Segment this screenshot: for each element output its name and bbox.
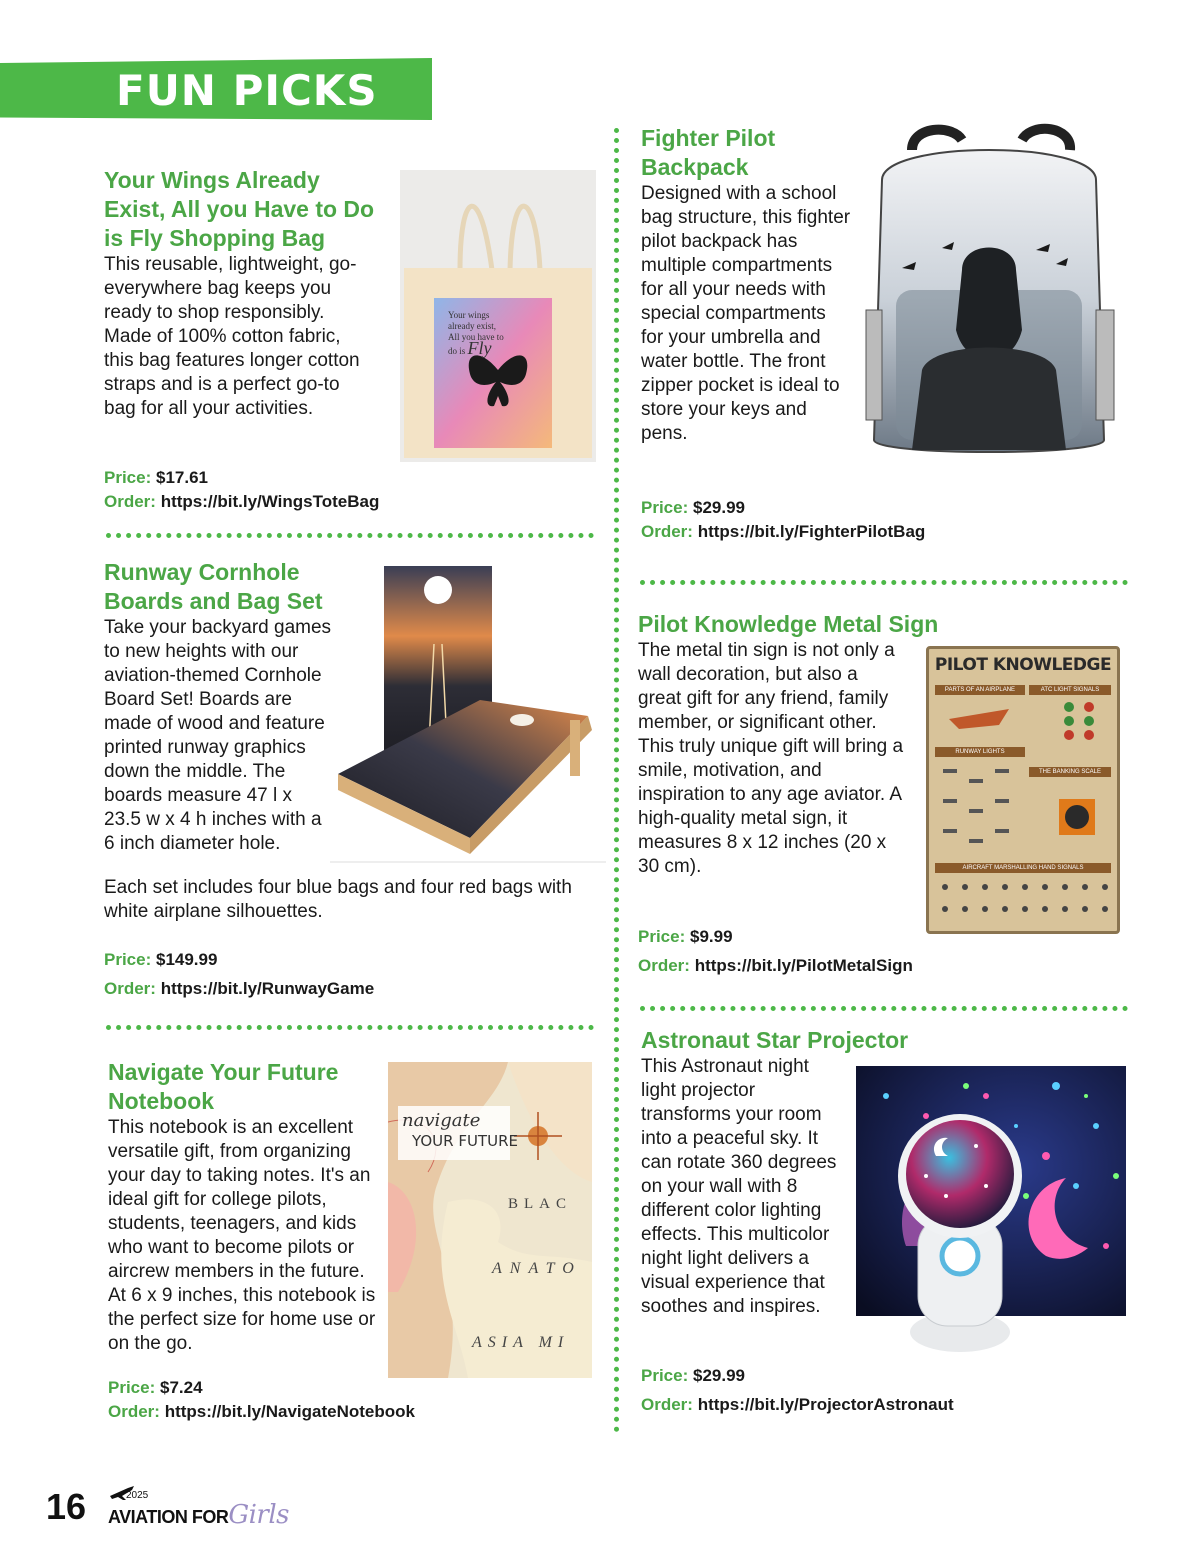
tote-text: Fly [467, 338, 492, 358]
product-notebook [108, 1058, 380, 1356]
metal-sign-image [926, 646, 1120, 934]
product-description: This reusable, lightweight, go-everywhere bag keeps you ready to shop responsibly. Made of 100% cotton fabric, this bag features longer cotton straps and is a perfect go-to bag for all your activities. [104, 254, 360, 419]
separator [106, 1025, 594, 1030]
price-line: Price: $9.99 [638, 927, 733, 946]
sign-section: ATC LIGHT SIGNALS [1029, 685, 1111, 695]
product-cornhole [104, 558, 344, 856]
order-line: Order: https://bit.ly/NavigateNotebook [108, 1402, 415, 1421]
price: $149.99 [155, 950, 218, 969]
order-link[interactable]: https://bit.ly/PilotMetalSign [694, 956, 913, 975]
product-description: Take your backyard games to new heights with our aviation-themed Cornhole Board Set! Boards are made of wood and feature printed runway graphics down the middle. The boards measure 47 l x 23.5 w x 4 h inches with a 6 inch diameter hole. [104, 617, 332, 854]
tote-text: do is [448, 346, 466, 356]
separator [640, 1006, 1128, 1011]
price: $29.99 [692, 498, 745, 517]
section-title: FUN PICKS [116, 66, 378, 115]
product-title: Fighter Pilot Backpack [641, 125, 776, 180]
product-title: Runway Cornhole Boards and Bag Set [104, 559, 323, 614]
product-description-extra: Each set includes four blue bags and four red bags with white airplane silhouettes. [104, 877, 572, 922]
product-title: Pilot Knowledge Metal Sign [638, 611, 939, 637]
logo-script: Girls [228, 1500, 289, 1530]
tote-text: Your wings [448, 310, 490, 320]
page-number: 16 [46, 1486, 87, 1527]
tote-text: All you have to [448, 332, 504, 342]
price-line: Price: $7.24 [108, 1378, 203, 1397]
tote-text: already exist, [448, 321, 496, 331]
magazine-year: 2025 [126, 1490, 149, 1501]
map-label: ASIA MI [472, 1334, 570, 1351]
product-tote-bag [104, 166, 376, 421]
price-line: Price: $29.99 [641, 498, 745, 517]
product-backpack [641, 124, 861, 446]
order-line: Order: https://bit.ly/PilotMetalSign [638, 956, 913, 975]
order-line: Order: https://bit.ly/FighterPilotBag [641, 522, 926, 541]
order-line: Order: https://bit.ly/ProjectorAstronaut [641, 1395, 954, 1414]
map-label: BLAC [508, 1196, 573, 1212]
column-divider [614, 128, 619, 1433]
cornhole-image [330, 564, 606, 864]
price: $17.61 [155, 468, 208, 487]
sign-section: RUNWAY LIGHTS [935, 747, 1025, 757]
order-link[interactable]: https://bit.ly/WingsToteBag [160, 492, 380, 511]
order-link[interactable]: https://bit.ly/NavigateNotebook [164, 1402, 415, 1421]
price: $29.99 [692, 1366, 745, 1385]
order-link[interactable]: https://bit.ly/ProjectorAstronaut [697, 1395, 954, 1414]
order-line: Order: https://bit.ly/RunwayGame [104, 979, 375, 998]
order-line: Order: https://bit.ly/WingsToteBag [104, 492, 380, 511]
notebook-image [388, 1062, 592, 1378]
separator [106, 533, 594, 538]
price: $7.24 [159, 1378, 203, 1397]
order-link[interactable]: https://bit.ly/RunwayGame [160, 979, 375, 998]
price-line: Price: $17.61 [104, 468, 208, 487]
product-title: Astronaut Star Projector [641, 1027, 909, 1053]
separator [640, 580, 1128, 585]
sign-section: AIRCRAFT MARSHALLING HAND SIGNALS [935, 863, 1111, 873]
notebook-text: YOUR FUTURE [412, 1132, 518, 1150]
sign-section: THE BANKING SCALE [1029, 767, 1111, 777]
product-title: Navigate Your Future Notebook [108, 1059, 339, 1114]
tote-bag-image [400, 170, 596, 462]
magazine-logo [108, 1500, 289, 1530]
price: $9.99 [689, 927, 733, 946]
price-line: Price: $149.99 [104, 950, 218, 969]
map-label: ANATO [492, 1260, 582, 1277]
product-metal-sign [638, 610, 958, 879]
sign-heading: PILOT KNOWLEDGE [934, 655, 1112, 675]
star-projector-image [856, 1066, 1126, 1366]
product-description: Designed with a school bag structure, this fighter pilot backpack has multiple compartments for all your needs with special compartments for your umbrella and water bottle. The front zipper pocket is ideal to store your keys and pens. [641, 183, 851, 444]
logo-text: AVIATION FOR [108, 1507, 229, 1527]
product-description: This Astronaut night light projector transforms your room into a peaceful sky. It can rotate 360 degrees on your wall with 8 different color lighting effects. This multicolor night light delivers a visual experience that soothes and inspires. [641, 1056, 837, 1317]
product-description: This notebook is an excellent versatile gift, from organizing your day to taking notes. It's an ideal gift for college pilots, students, teenagers, and kids who want to become pilots or aircrew members in the future. At 6 x 9 inches, this notebook is the perfect size for home use or on the go. [108, 1117, 376, 1354]
sign-section: PARTS OF AN AIRPLANE [935, 685, 1025, 695]
backpack-image [852, 120, 1126, 464]
notebook-text: navigate [402, 1110, 481, 1131]
price-line: Price: $29.99 [641, 1366, 745, 1385]
order-link[interactable]: https://bit.ly/FighterPilotBag [697, 522, 926, 541]
product-title: Your Wings Already Exist, All you Have to Do is Fly Shopping Bag [104, 167, 375, 251]
product-description: The metal tin sign is not only a wall decoration, but also a great gift for any friend, family member, or significant other. This truly unique gift will bring a smile, motivation, and inspiration to any age aviator. A high-quality metal sign, it measures 8 x 12 inches (20 x 30 cm). [638, 640, 904, 877]
